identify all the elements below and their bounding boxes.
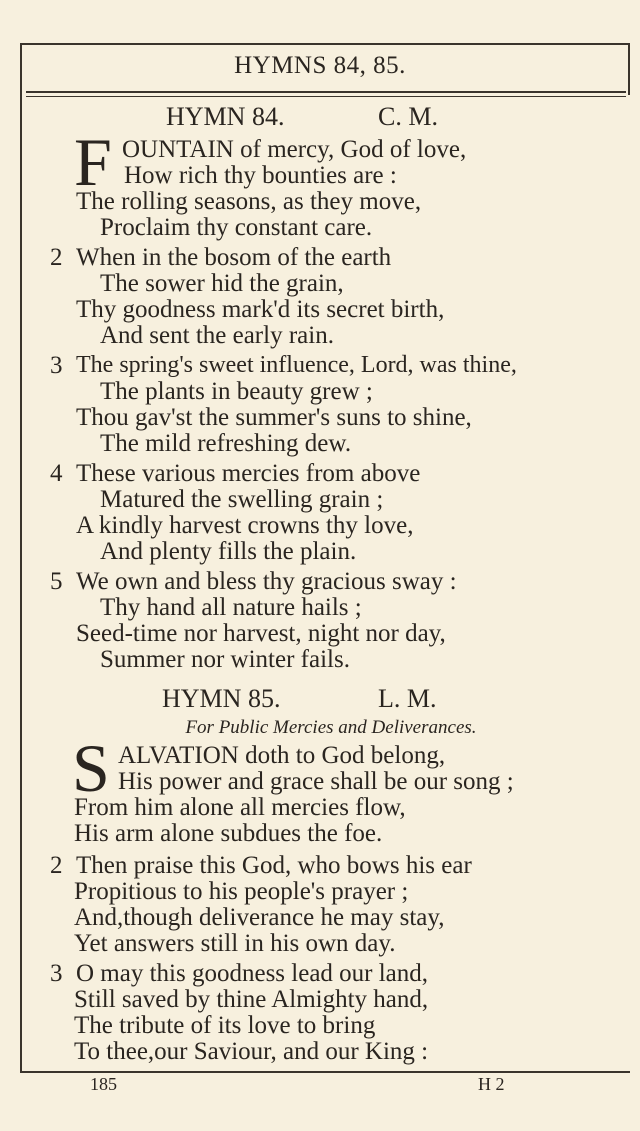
verse-line: The sower hid the grain, — [100, 270, 344, 297]
verse-number: 2 — [50, 852, 63, 879]
verse-line: Still saved by thine Almighty hand, — [74, 986, 429, 1013]
bottom-rule — [20, 1071, 630, 1073]
hymn-84-meter: C. M. — [378, 102, 438, 131]
verse-line: A kindly harvest crowns thy love, — [76, 512, 414, 539]
verse-line: Proclaim thy constant care. — [100, 214, 373, 241]
verse-line: Summer nor winter fails. — [100, 646, 350, 673]
verse-line: Seed-time nor harvest, night nor day, — [76, 620, 446, 647]
verse-line: And sent the early rain. — [100, 322, 334, 349]
verse-line: The tribute of its love to bring — [74, 1012, 376, 1039]
hymn-84-title: HYMN 84. — [166, 102, 285, 131]
verse-line: ALVATION doth to God belong, — [118, 742, 446, 769]
hymn-85-title: HYMN 85. — [162, 684, 281, 713]
verse-number: 3 — [50, 960, 63, 987]
verse-line: Then praise this God, who bows his ear — [76, 852, 472, 879]
signature-mark: H 2 — [478, 1074, 505, 1094]
verse-line: And,though deliverance he may stay, — [74, 904, 445, 931]
verse-line: Thou gav'st the summer's suns to shine, — [76, 404, 472, 431]
verse-line: We own and bless thy gracious sway : — [76, 568, 457, 595]
verse-number: 3 — [50, 352, 63, 379]
verse-number: 5 — [50, 568, 63, 595]
verse-line: And plenty fills the plain. — [100, 538, 357, 565]
verse-line: Yet answers still in his own day. — [74, 930, 396, 957]
verse-number: 4 — [50, 460, 63, 487]
verse-line: To thee,our Saviour, and our King : — [74, 1038, 429, 1065]
verse-line: His power and grace shall be our song ; — [118, 768, 514, 795]
verse-line: The spring's sweet influence, Lord, was thine, — [76, 352, 517, 378]
verse-line: Thy hand all nature hails ; — [100, 594, 362, 621]
verse-line: The rolling seasons, as they move, — [76, 188, 422, 215]
verse-line: How rich thy bounties are : — [124, 162, 397, 189]
verse-line: OUNTAIN of mercy, God of love, — [122, 136, 467, 163]
header-rule-thin — [26, 96, 626, 97]
verse-line: When in the bosom of the earth — [76, 244, 392, 271]
frame-top-rule — [20, 43, 630, 45]
verse-line: The mild refreshing dew. — [100, 430, 352, 457]
header-rule — [26, 91, 626, 93]
verse-line: Propitious to his people's prayer ; — [74, 878, 409, 905]
verse-line: O may this goodness lead our land, — [76, 960, 429, 987]
verse-line: These various mercies from above — [76, 460, 421, 487]
verse-number: 2 — [50, 244, 63, 271]
hymn-85-dropcap: S — [72, 730, 110, 806]
hymn-85-subtitle: For Public Mercies and Deliverances. — [185, 717, 477, 738]
running-head: HYMNS 84, 85. — [234, 52, 406, 79]
verse-line: From him alone all mercies flow, — [74, 794, 406, 821]
verse-line: Matured the swelling grain ; — [100, 486, 384, 513]
verse-line: The plants in beauty grew ; — [100, 378, 373, 405]
hymn-85-meter: L. M. — [378, 684, 437, 713]
hymn-84-dropcap: F — [74, 124, 112, 200]
page-number: 185 — [90, 1074, 117, 1094]
verse-line: Thy goodness mark'd its secret birth, — [76, 296, 445, 323]
frame-left-rule — [20, 43, 22, 1072]
verse-line: His arm alone subdues the foe. — [74, 820, 383, 847]
